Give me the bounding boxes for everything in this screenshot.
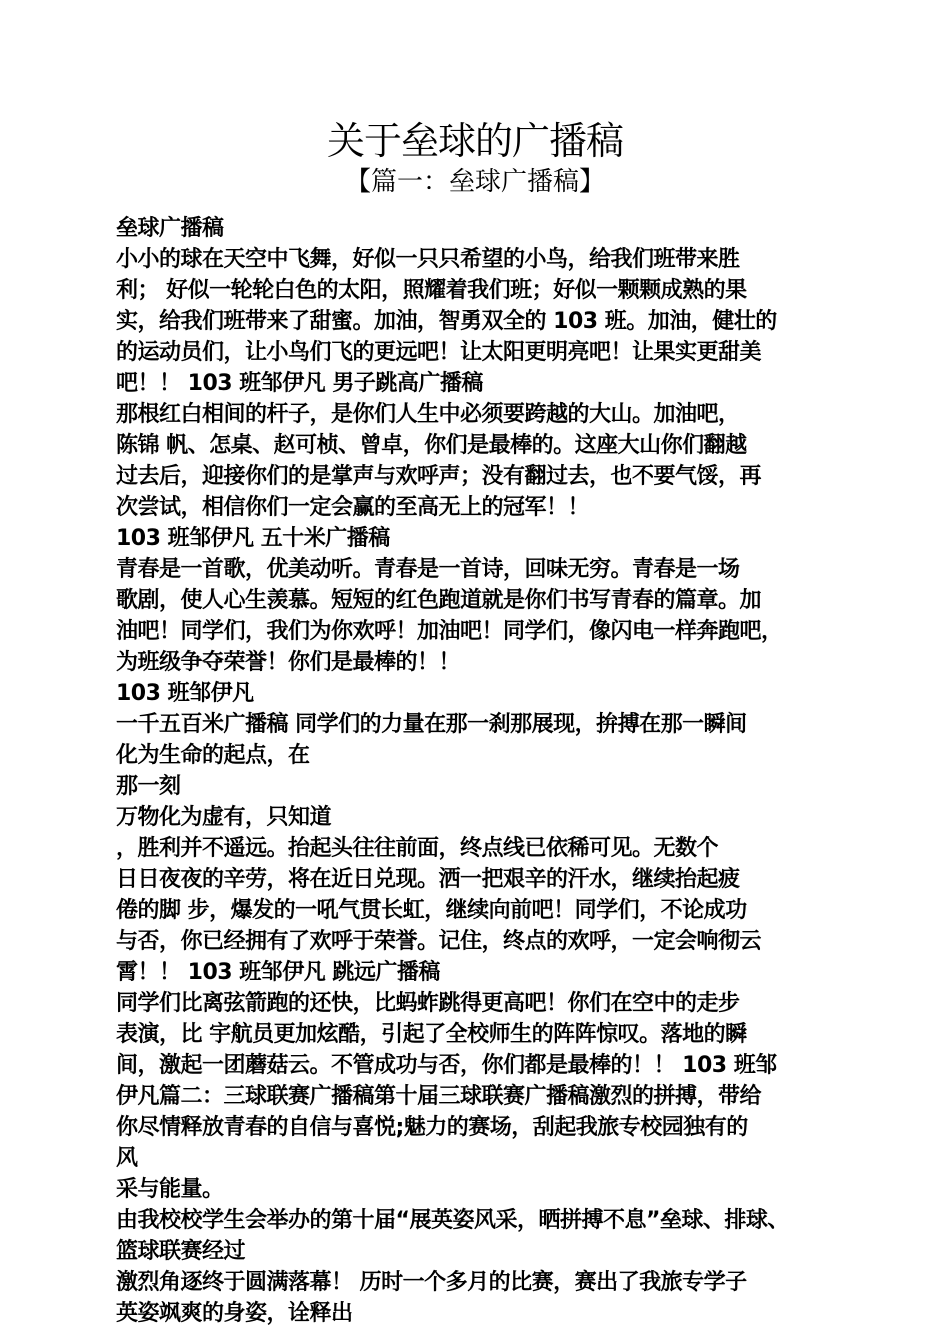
text-line: 英姿飒爽的身姿，诠释出 bbox=[116, 1301, 353, 1326]
text-line: 陈锦 帆、怎桌、赵可桢、曾卓，你们是最棒的。这座大山你们翻越 bbox=[116, 433, 747, 458]
text-line: 伊凡篇二：三球联赛广播稿第十届三球联赛广播稿激烈的拼搏，带给 bbox=[116, 1084, 762, 1109]
text-line: 103 班邹伊凡 五十米广播稿 bbox=[116, 526, 390, 551]
text-line: 的运动员们，让小鸟们飞的更远吧！让太阳更明亮吧！让果实更甜美 bbox=[116, 340, 762, 365]
text-line: 日日夜夜的辛劳，将在近日兑现。洒一把艰辛的汗水，继续抬起疲 bbox=[116, 867, 740, 892]
text-line: 实，给我们班带来了甜蜜。加油，智勇双全的 103 班。加油，健壮的 bbox=[116, 309, 777, 334]
document-subtitle: 【篇一：垒球广播稿】 bbox=[344, 167, 605, 197]
text-line: 与否，你已经拥有了欢呼于荣誉。记住，终点的欢呼，一定会响彻云 bbox=[116, 929, 762, 954]
text-line: 表演，比 宇航员更加炫酷，引起了全校师生的阵阵惊叹。落地的瞬 bbox=[116, 1022, 747, 1047]
text-line: 油吧！同学们，我们为你欢呼！加油吧！同学们，像闪电一样奔跑吧， bbox=[116, 619, 783, 644]
text-line: 垒球广播稿 bbox=[116, 216, 224, 241]
text-line: 那根红白相间的杆子，是你们人生中必须要跨越的大山。加油吧， bbox=[116, 402, 740, 427]
text-line: 你尽情释放青春的自信与喜悦;魅力的赛场，刮起我旅专校园独有的 bbox=[116, 1115, 748, 1140]
text-line: 由我校校学生会举办的第十届“展英姿风采，晒拼搏不息”垒球、排球、 bbox=[116, 1208, 789, 1233]
text-line: 霄！！ 103 班邹伊凡 跳远广播稿 bbox=[116, 960, 440, 985]
text-line: 青春是一首歌，优美动听。青春是一首诗，回味无穷。青春是一场 bbox=[116, 557, 740, 582]
text-line: 为班级争夺荣誉！你们是最棒的！！ bbox=[116, 650, 461, 675]
text-line: ，胜利并不遥远。抬起头往往前面，终点线已依稀可见。无数个 bbox=[116, 836, 719, 861]
document-title: 关于垒球的广播稿 bbox=[326, 119, 623, 163]
text-line: 万物化为虚有，只知道 bbox=[116, 805, 332, 830]
text-line: 103 班邹伊凡 bbox=[116, 681, 254, 706]
text-line: 吧！！ 103 班邹伊凡 男子跳高广播稿 bbox=[116, 371, 483, 396]
text-line: 同学们比离弦箭跑的还快，比蚂蚱跳得更高吧！你们在空中的走步 bbox=[116, 991, 740, 1016]
text-line: 倦的脚 步，爆发的一吼气贯长虹，继续向前吧！同学们，不论成功 bbox=[116, 898, 747, 923]
text-line: 激烈角逐终于圆满落幕！ 历时一个多月的比赛，赛出了我旅专学子 bbox=[116, 1270, 747, 1295]
text-line: 过去后，迎接你们的是掌声与欢呼声；没有翻过去，也不要气馁，再 bbox=[116, 464, 762, 489]
text-line: 间，激起一团蘑菇云。不管成功与否，你们都是最棒的！！ 103 班邹 bbox=[116, 1053, 777, 1078]
text-line: 化为生命的起点，在 bbox=[116, 743, 310, 768]
text-line: 风 bbox=[116, 1146, 138, 1171]
text-line: 歌剧，使人心生羡慕。短短的红色跑道就是你们书写青春的篇章。加 bbox=[116, 588, 762, 613]
text-line: 那一刻 bbox=[116, 774, 181, 799]
text-line: 篮球联赛经过 bbox=[116, 1239, 246, 1264]
text-line: 利； 好似一轮轮白色的太阳，照耀着我们班；好似一颗颗成熟的果 bbox=[116, 278, 747, 303]
text-line: 一千五百米广播稿 同学们的力量在那一刹那展现，拚搏在那一瞬间 bbox=[116, 712, 747, 737]
text-line: 采与能量。 bbox=[116, 1177, 224, 1202]
document-body bbox=[116, 213, 856, 1329]
text-line: 小小的球在天空中飞舞，好似一只只希望的小鸟，给我们班带来胜 bbox=[116, 247, 740, 272]
text-line: 次尝试，相信你们一定会赢的至高无上的冠军！！ bbox=[116, 495, 590, 520]
